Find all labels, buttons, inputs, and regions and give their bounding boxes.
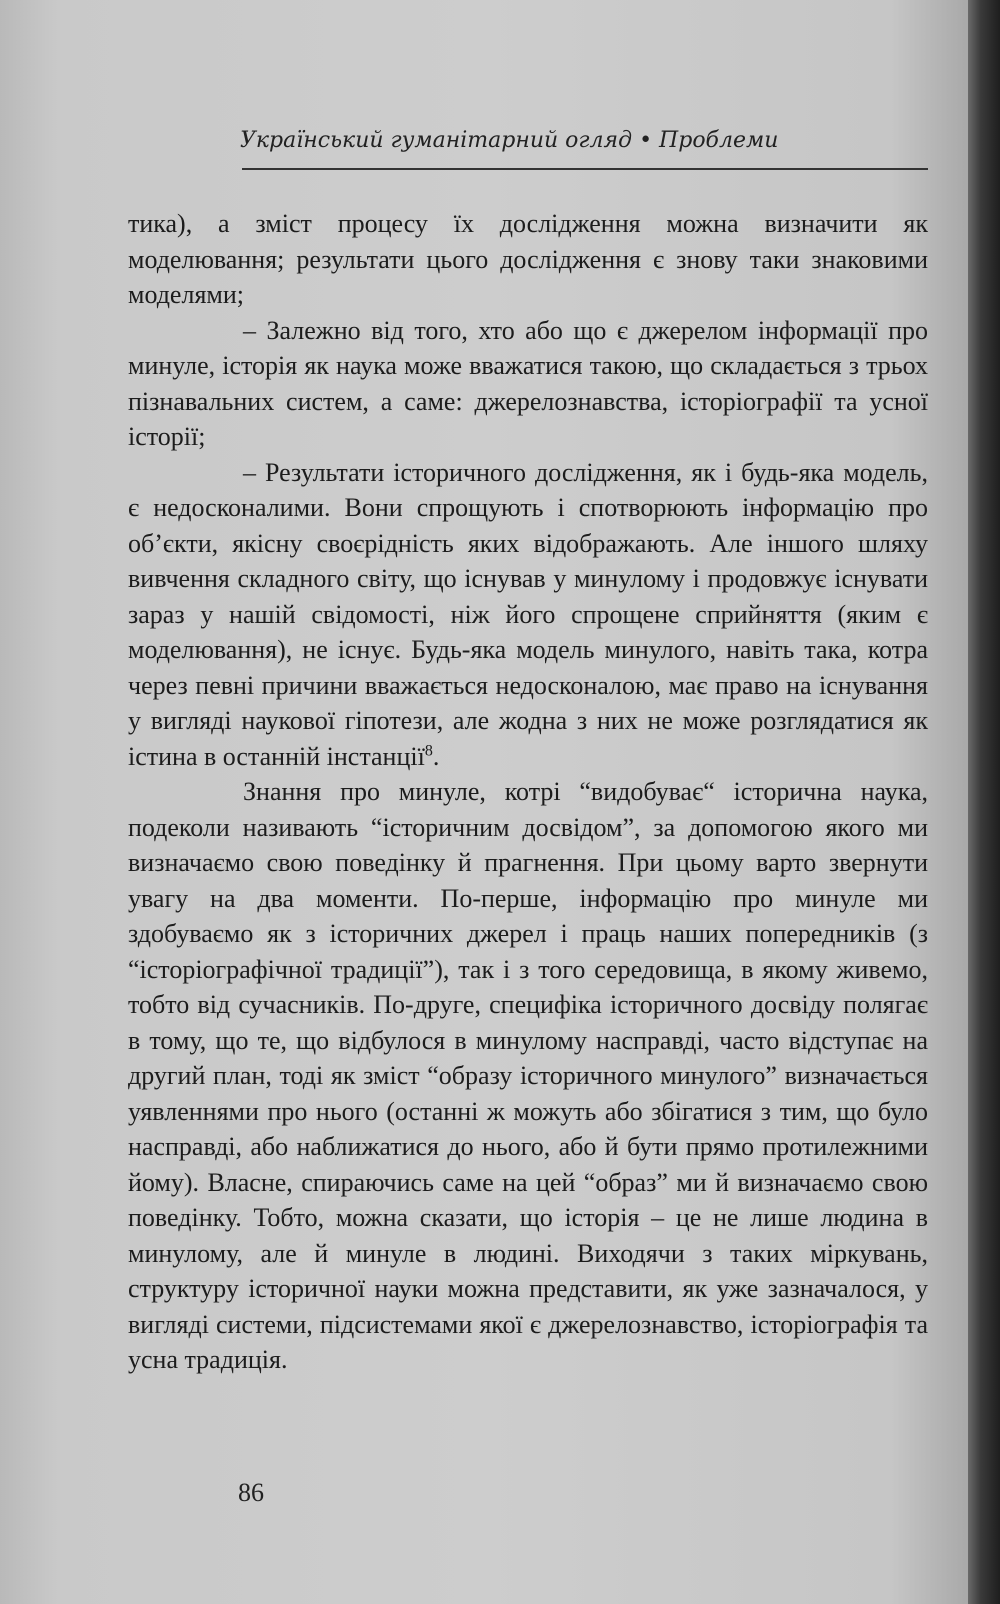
body-text	[128, 206, 928, 1378]
paragraph-text: – Результати історичного дослідження, як і будь-яка модель, є недосконалими. Вони спрощують і спотворюють інформацію про об’єкти, якісну своєрідність яких відображають. Але іншого шляху вивчення складного світу, що існував у минулому і продовжує існувати зараз у нашій свідомості, ніж його спрощене сприйняття (яким є моделювання), не існує. Будь-яка модель минулого, навіть така, котра через певні причини вважається недосконалою, має право на існування у вигляді наукової гіпотези, але жодна з них не може розглядатися як істина в останній інстанції	[128, 457, 928, 771]
page-number: 86	[238, 1478, 264, 1507]
header-separator: •	[639, 128, 653, 153]
paragraph	[128, 455, 928, 775]
journal-title: Український гуманітарний огляд	[240, 128, 633, 153]
page-binding-shadow	[968, 0, 1000, 1604]
running-header	[240, 128, 928, 168]
paragraph: – Залежно від того, хто або що є джерелом інформації про минуле, історія як наука може вважатися такою, що складається з трьох пізнавальних систем, а саме: джерелознавства, історіографії та усної історії;	[128, 315, 928, 451]
paragraph: тика), а зміст процесу їх дослідження можна визначити як моделювання; результати цього дослідження є знову таки знаковими моделями;	[128, 209, 928, 309]
header-rule	[242, 168, 928, 170]
sentence-end: .	[432, 741, 440, 771]
paragraph: Знання про минуле, котрі “видобуває“ історична наука, подеколи називають “історичним досвідом”, за допомогою якого ми визначаємо свою поведінку й прагнення. При цьому варто звернути увагу на два моменти. По-перше, інформацію про минуле ми здобуваємо як з історичних джерел і праць наших попередників (з “історіографічної традиції”), так і з того середовища, в якому живемо, тобто від сучасників. По-друге, специфіка історичного досвіду полягає в тому, що те, що відбулося в минулому насправді, часто відступає на другий план, тоді як зміст “образу історичного минулого” визначається уявленнями про нього (останні ж можуть або збігатися з тим, що було насправді, або наближатися до нього, або й бути прямо протилежними йому). Власне, спираючись саме на цей “образ” ми й визначаємо свою поведінку. Тобто, можна сказати, що історія – це не лише людина в минулому, але й минуле в людині. Виходячи з таких міркувань, структуру історичної науки можна представити, як уже зазначалося, у вигляді системи, підсистемами якої є джерелознавство, історіографія та усна традиція.	[128, 777, 928, 1374]
footnote-marker: 8	[424, 741, 433, 759]
section-title: Проблеми	[659, 128, 779, 153]
